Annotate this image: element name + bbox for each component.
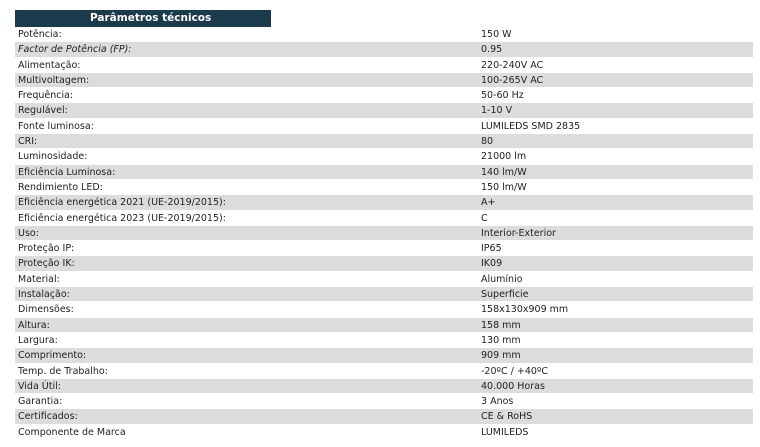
spec-value: Alumínio <box>481 273 523 285</box>
spec-label: Proteção IK: <box>18 258 75 270</box>
spec-label: Certificados: <box>18 411 78 423</box>
spec-value: 158 mm <box>481 319 521 331</box>
spec-label: Eficiência energética 2023 (UE-2019/2015): <box>18 212 226 224</box>
spec-label: Garantia: <box>18 396 63 408</box>
table-row <box>15 134 753 149</box>
table-row <box>15 119 753 134</box>
spec-label: Vida Útil: <box>18 380 61 392</box>
table-row <box>15 165 753 180</box>
spec-label: Eficiência Luminosa: <box>18 166 116 178</box>
spec-value: 150 W <box>481 29 512 40</box>
table-row <box>15 409 753 424</box>
table-row <box>15 333 753 348</box>
table-row <box>15 149 753 164</box>
spec-label: Instalação: <box>18 289 70 301</box>
spec-value: LUMILEDS <box>481 426 529 438</box>
spec-label: Uso: <box>18 227 39 239</box>
table-row <box>15 379 753 394</box>
spec-label: Eficiência energética 2021 (UE-2019/2015): <box>18 197 226 209</box>
spec-label: CRI: <box>18 136 38 148</box>
spec-value: Superficie <box>481 289 529 301</box>
spec-label: Largura: <box>18 334 58 346</box>
spec-value: Interior-Exterior <box>481 227 556 239</box>
spec-label: Material: <box>18 273 60 285</box>
spec-label: Comprimento: <box>18 350 87 362</box>
spec-table <box>15 27 753 440</box>
table-row <box>15 287 753 302</box>
spec-label: Componente de Marca <box>18 426 126 438</box>
spec-label: Rendimiento LED: <box>18 181 103 193</box>
table-row <box>15 180 753 195</box>
table-row <box>15 318 753 333</box>
spec-value: -20ºC / +40ºC <box>481 365 549 377</box>
spec-label: Luminosidade: <box>18 151 88 163</box>
table-row <box>15 272 753 287</box>
spec-label: Fonte luminosa: <box>18 120 94 132</box>
table-row <box>15 42 753 57</box>
table-row <box>15 103 753 118</box>
spec-value: 3 Anos <box>481 396 514 408</box>
table-row <box>15 364 753 379</box>
spec-value: 80 <box>481 136 494 148</box>
spec-value: 1-10 V <box>481 105 513 117</box>
table-row <box>15 302 753 317</box>
spec-value: 21000 lm <box>481 151 527 163</box>
spec-label: Alimentação: <box>18 59 81 71</box>
spec-label: Proteção IP: <box>18 243 75 255</box>
spec-label: Regulável: <box>18 105 68 117</box>
table-row <box>15 226 753 241</box>
table-row <box>15 394 753 409</box>
spec-value: 50-60 Hz <box>481 90 524 102</box>
spec-value: A+ <box>481 197 496 209</box>
table-row <box>15 211 753 226</box>
spec-value: C <box>481 212 488 224</box>
table-row <box>15 256 753 271</box>
spec-value: 909 mm <box>481 350 521 362</box>
spec-value: 220-240V AC <box>481 59 544 71</box>
spec-label: Frequência: <box>18 90 74 102</box>
section-header: Parâmetros técnicos <box>15 10 271 27</box>
spec-value: 150 lm/W <box>481 181 527 193</box>
table-row <box>15 425 753 440</box>
spec-value: 158x130x909 mm <box>481 304 569 316</box>
spec-value: 130 mm <box>481 334 521 346</box>
spec-value: IP65 <box>481 243 502 255</box>
table-row <box>15 27 753 42</box>
table-row <box>15 241 753 256</box>
spec-value: 40.000 Horas <box>481 380 545 392</box>
table-row <box>15 195 753 210</box>
table-row <box>15 73 753 88</box>
spec-label: Multivoltagem: <box>18 74 90 86</box>
spec-label: Dimensões: <box>18 304 74 316</box>
table-row <box>15 348 753 363</box>
spec-value: LUMILEDS SMD 2835 <box>481 120 581 132</box>
spec-value: 0.95 <box>481 44 503 56</box>
table-row <box>15 88 753 103</box>
spec-label: Potência: <box>18 29 62 40</box>
spec-value: CE & RoHS <box>481 411 533 423</box>
spec-label: Factor de Potência (FP): <box>18 44 132 56</box>
spec-value: 100-265V AC <box>481 74 544 86</box>
spec-value: IK09 <box>481 258 503 270</box>
spec-label: Altura: <box>18 319 50 331</box>
spec-value: 140 lm/W <box>481 166 527 178</box>
spec-label: Temp. de Trabalho: <box>18 365 108 377</box>
table-row <box>15 58 753 73</box>
